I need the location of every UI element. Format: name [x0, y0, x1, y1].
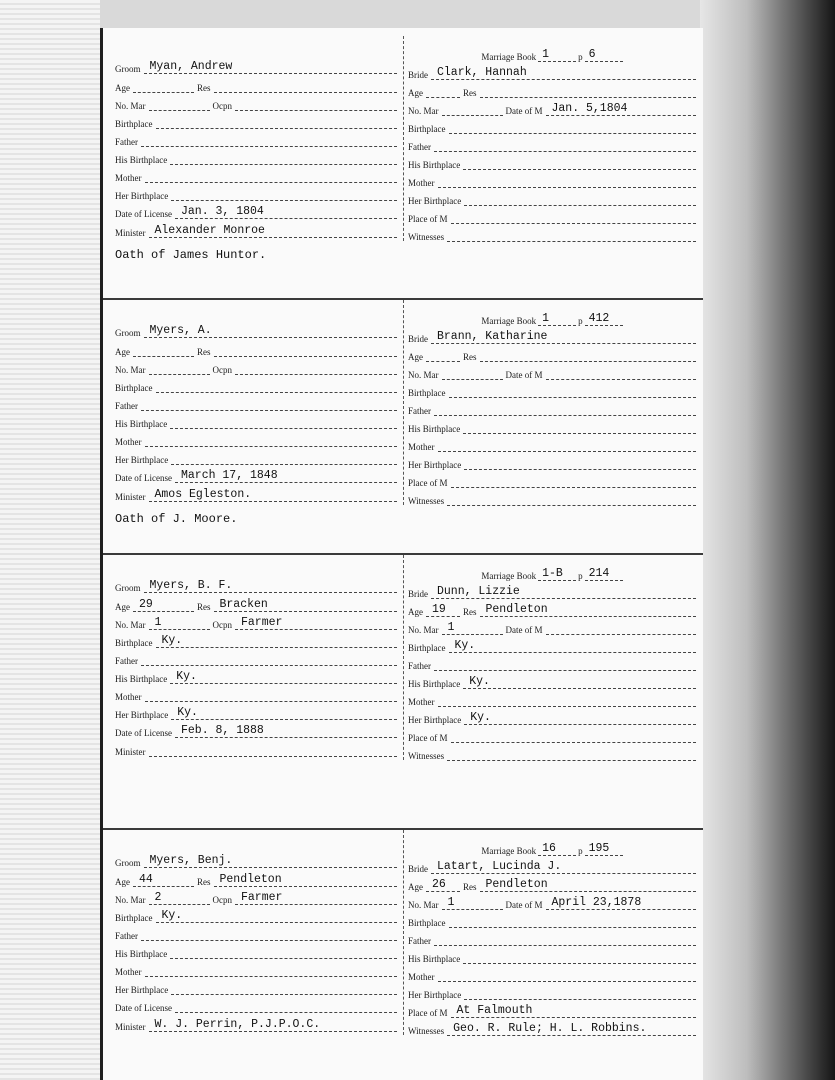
- bride-res: Pendleton: [480, 603, 697, 617]
- oath-note: Oath of James Huntor.: [115, 248, 267, 262]
- bride-her-birthplace: [464, 986, 696, 1000]
- bride-his-birthplace: [463, 420, 696, 434]
- bride-name: Brann, Katharine: [431, 330, 696, 344]
- bride-mother: [438, 968, 697, 982]
- record-sheet: [100, 28, 703, 1080]
- groom-father: [141, 927, 397, 941]
- groom-father: [141, 133, 397, 147]
- bride-name: Latart, Lucinda J.: [431, 860, 696, 874]
- bride-her-birthplace: Ky.: [464, 711, 696, 725]
- marriage-book-number: 16: [538, 842, 576, 856]
- groom-birthplace: [156, 379, 398, 393]
- date-of-marriage: [546, 621, 697, 635]
- date-of-marriage: Jan. 5,1804: [546, 102, 697, 116]
- groom-mother: [145, 963, 398, 977]
- groom-her-birthplace: [171, 187, 397, 201]
- groom-res: [214, 343, 398, 357]
- groom-his-birthplace: [170, 415, 397, 429]
- groom-column: Groom Myan, Andrew Age Res No. Mar Ocpn Birthplace Father His Birthplace Mother Her Birthplace Date of License Jan. 3, 1804 Minister Alexander Monroe: [115, 36, 397, 241]
- marriage-book-page: 6: [585, 48, 623, 62]
- bride-his-birthplace: Ky.: [463, 675, 696, 689]
- bride-his-birthplace: [463, 950, 696, 964]
- groom-ocpn: Farmer: [235, 616, 397, 630]
- groom-her-birthplace: [171, 451, 397, 465]
- groom-age: [133, 79, 194, 93]
- groom-name: Myers, Benj.: [144, 854, 398, 868]
- marriage-book-page: 214: [585, 567, 623, 581]
- groom-mother: [145, 169, 398, 183]
- bride-birthplace: Ky.: [449, 639, 697, 653]
- witnesses: [447, 228, 696, 242]
- minister: Amos Egleston.: [149, 488, 398, 502]
- bride-age: [426, 348, 460, 362]
- groom-mother: [145, 433, 398, 447]
- bride-her-birthplace: [464, 456, 696, 470]
- bride-mother: [438, 438, 697, 452]
- groom-his-birthplace: [170, 945, 397, 959]
- bride-age: 19: [426, 603, 460, 617]
- groom-his-birthplace: [170, 151, 397, 165]
- groom-name: Myan, Andrew: [144, 60, 398, 74]
- marriage-record: [103, 828, 703, 1080]
- bride-column: Marriage Book 1-B p 214 Bride Dunn, Lizzie Age 19 Res Pendleton No. Mar 1 Date of M Birthplace Ky. Father His Birthplace Ky. Mother Her Birthplace Ky. Place of M Witnesses: [403, 555, 696, 760]
- bride-column: Marriage Book 1 p 6 Bride Clark, Hannah Age Res No. Mar Date of M Jan. 5,1804 Birthplace Father His Birthplace Mother Her Birthplace Place of M Witnesses: [403, 36, 696, 241]
- bride-birthplace: [449, 120, 697, 134]
- bride-no-mar: [442, 102, 503, 116]
- groom-column: Groom Myers, Benj. Age 44 Res Pendleton No. Mar 2 Ocpn Farmer Birthplace Ky. Father His Birthplace Mother Her Birthplace Date of License Minister W. J. Perrin, P.J.P.O.C.: [115, 830, 397, 1035]
- place-of-marriage: [451, 729, 697, 743]
- date-of-license: Feb. 8, 1888: [175, 724, 397, 738]
- groom-ocpn: Farmer: [235, 891, 397, 905]
- bride-res: [480, 348, 697, 362]
- groom-birthplace: [156, 115, 398, 129]
- bride-column: Marriage Book 16 p 195 Bride Latart, Lucinda J. Age 26 Res Pendleton No. Mar 1 Date of M April 23,1878 Birthplace Father His Birthplace Mother Her Birthplace Place of M At Falmouth Witnesses Geo. R. Rule; H. L. Robbins.: [403, 830, 696, 1035]
- bride-father: [434, 402, 696, 416]
- bride-birthplace: [449, 914, 697, 928]
- witnesses: [447, 747, 696, 761]
- groom-no-mar: 2: [149, 891, 210, 905]
- date-of-license: Jan. 3, 1804: [175, 205, 397, 219]
- bride-column: Marriage Book 1 p 412 Bride Brann, Katharine Age Res No. Mar Date of M Birthplace Father His Birthplace Mother Her Birthplace Place of M Witnesses: [403, 300, 696, 505]
- groom-birthplace: Ky.: [156, 909, 398, 923]
- bride-age: [426, 84, 460, 98]
- groom-ocpn: [235, 361, 397, 375]
- marriage-book-number: 1: [538, 312, 576, 326]
- witnesses: Geo. R. Rule; H. L. Robbins.: [447, 1022, 696, 1036]
- date-of-marriage: [546, 366, 697, 380]
- place-of-marriage: [451, 210, 697, 224]
- groom-column: Groom Myers, A. Age Res No. Mar Ocpn Birthplace Father His Birthplace Mother Her Birthplace Date of License March 17, 1848 Minister Amos Egleston.: [115, 300, 397, 505]
- bride-name: Clark, Hannah: [431, 66, 696, 80]
- marriage-book-number: 1-B: [538, 567, 576, 581]
- groom-res: Pendleton: [214, 873, 398, 887]
- groom-father: [141, 652, 397, 666]
- bride-no-mar: 1: [442, 896, 503, 910]
- bride-mother: [438, 174, 697, 188]
- groom-no-mar: [149, 97, 210, 111]
- bride-father: [434, 138, 696, 152]
- groom-father: [141, 397, 397, 411]
- place-of-marriage: [451, 474, 697, 488]
- groom-name: Myers, A.: [144, 324, 398, 338]
- date-of-marriage: April 23,1878: [546, 896, 697, 910]
- marriage-book-number: 1: [538, 48, 576, 62]
- date-of-license: [175, 999, 397, 1013]
- bride-her-birthplace: [464, 192, 696, 206]
- marriage-record: [103, 36, 703, 286]
- bride-no-mar: 1: [442, 621, 503, 635]
- bride-name: Dunn, Lizzie: [431, 585, 696, 599]
- bride-res: Pendleton: [480, 878, 697, 892]
- date-of-license: March 17, 1848: [175, 469, 397, 483]
- marriage-book-page: 412: [585, 312, 623, 326]
- groom-res: [214, 79, 398, 93]
- minister: W. J. Perrin, P.J.P.O.C.: [149, 1018, 398, 1032]
- minister: Alexander Monroe: [149, 224, 398, 238]
- bride-birthplace: [449, 384, 697, 398]
- bride-res: [480, 84, 697, 98]
- witnesses: [447, 492, 696, 506]
- bride-age: 26: [426, 878, 460, 892]
- marriage-record: [103, 553, 703, 805]
- groom-name: Myers, B. F.: [144, 579, 398, 593]
- marriage-book-page: 195: [585, 842, 623, 856]
- bride-father: [434, 932, 696, 946]
- groom-her-birthplace: Ky.: [171, 706, 397, 720]
- groom-age: [133, 343, 194, 357]
- scan-left-margin: [0, 0, 100, 1080]
- groom-birthplace: Ky.: [156, 634, 398, 648]
- groom-column: Groom Myers, B. F. Age 29 Res Bracken No. Mar 1 Ocpn Farmer Birthplace Ky. Father His Birthplace Ky. Mother Her Birthplace Ky. Date of License Feb. 8, 1888 Minister: [115, 555, 397, 760]
- groom-mother: [145, 688, 398, 702]
- scan-right-margin: [700, 0, 835, 1080]
- bride-mother: [438, 693, 697, 707]
- groom-no-mar: 1: [149, 616, 210, 630]
- bride-no-mar: [442, 366, 503, 380]
- groom-her-birthplace: [171, 981, 397, 995]
- minister: [149, 743, 398, 757]
- groom-age: 44: [133, 873, 194, 887]
- bride-his-birthplace: [463, 156, 696, 170]
- bride-father: [434, 657, 696, 671]
- place-of-marriage: At Falmouth: [451, 1004, 697, 1018]
- marriage-record: [103, 298, 703, 550]
- groom-no-mar: [149, 361, 210, 375]
- groom-ocpn: [235, 97, 397, 111]
- oath-note: Oath of J. Moore.: [115, 512, 238, 526]
- groom-age: 29: [133, 598, 194, 612]
- groom-his-birthplace: Ky.: [170, 670, 397, 684]
- groom-res: Bracken: [214, 598, 398, 612]
